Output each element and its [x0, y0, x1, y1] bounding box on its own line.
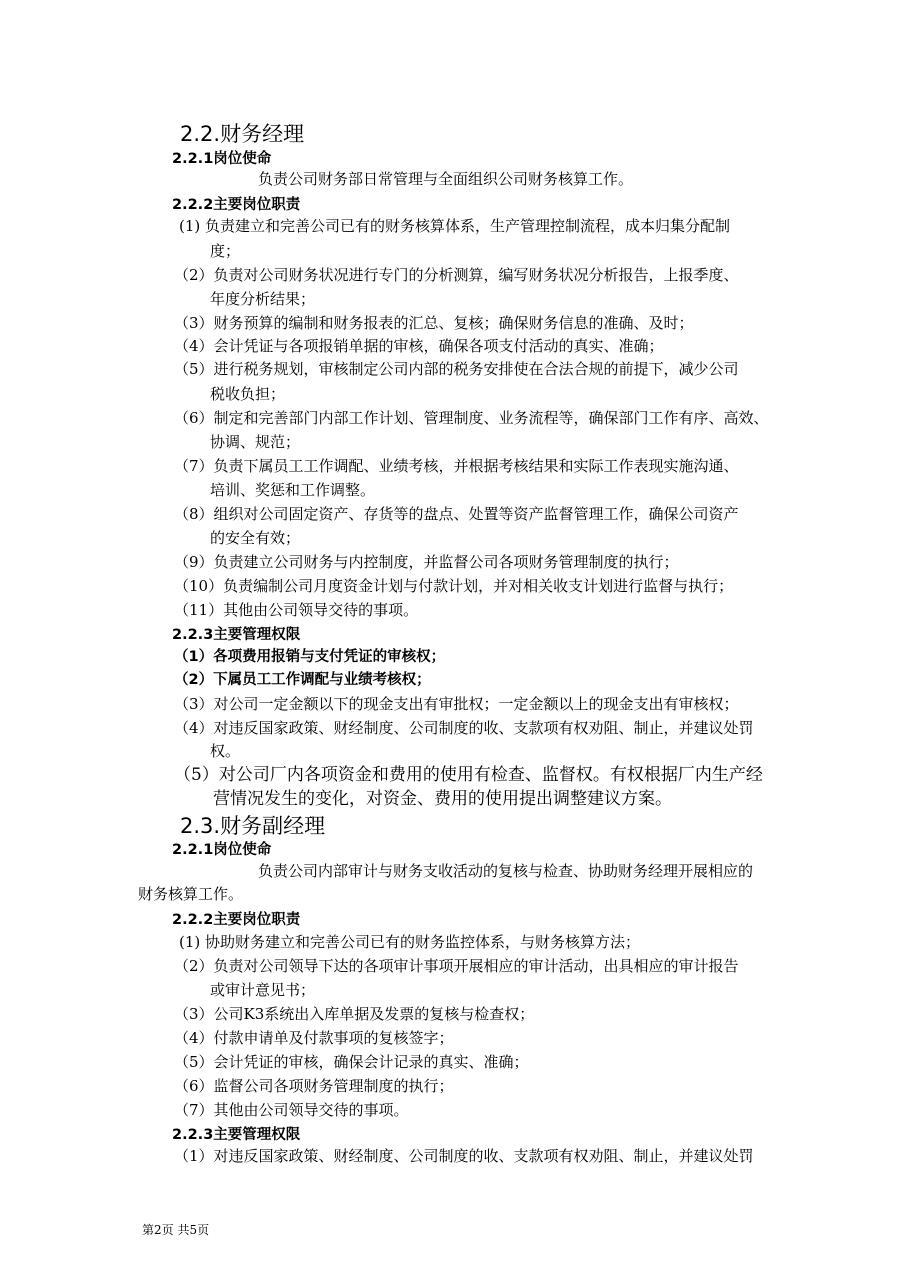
mission-heading: 2.2.1岗位使命	[172, 842, 272, 858]
authority-heading: 2.2.3主要管理权限	[172, 1127, 301, 1143]
duty-line: （4）付款申请单及付款事项的复核签字；	[174, 1029, 454, 1047]
mission-heading: 2.2.1岗位使命	[172, 151, 272, 167]
authority-line: 权。	[210, 742, 241, 760]
duties-heading: 2.2.2主要岗位职责	[172, 912, 301, 928]
duty-line: （10）负责编制公司月度资金计划与付款计划，并对相关收支计划进行监督与执行；	[174, 577, 734, 595]
mission-text: 财务核算工作。	[138, 885, 244, 903]
mission-text: 负责公司财务部日常管理与全面组织公司财务核算工作。	[258, 170, 634, 188]
authority-heading: 2.2.3主要管理权限	[172, 627, 301, 643]
duty-line: 税收负担；	[210, 385, 286, 403]
duty-line: 度；	[210, 242, 241, 260]
duty-line: （4）会计凭证与各项报销单据的审核，确保各项支付活动的真实、准确；	[174, 337, 664, 355]
page-footer: 第2页 共5页	[142, 1223, 210, 1237]
duty-line: （2）负责对公司领导下达的各项审计事项开展相应的审计活动，出具相应的审计报告	[174, 957, 739, 975]
duty-line: （6）制定和完善部门内部工作计划、管理制度、业务流程等，确保部门工作有序、高效、	[174, 409, 769, 427]
duty-line: 年度分析结果；	[210, 290, 316, 308]
duty-line: （6）监督公司各项财务管理制度的执行；	[174, 1077, 454, 1095]
authority-line: （3）对公司一定金额以下的现金支出有审批权；一定金额以上的现金支出有审核权；	[174, 695, 739, 713]
authority-line: （4）对违反国家政策、财经制度、公司制度的收、支款项有权劝阻、制止，并建议处罚	[174, 719, 754, 737]
duty-line: （11）其他由公司领导交待的事项。	[174, 601, 419, 619]
duty-line: 或审计意见书；	[210, 981, 316, 999]
duty-line: （3）财务预算的编制和财务报表的汇总、复核；确保财务信息的准确、及时；	[174, 314, 694, 332]
duty-line: （7）其他由公司领导交待的事项。	[174, 1101, 409, 1119]
duties-heading: 2.2.2主要岗位职责	[172, 197, 301, 213]
duty-line: 协调、规范；	[210, 433, 301, 451]
authority-line: 营情况发生的变化，对资金、费用的使用提出调整建议方案。	[213, 789, 672, 809]
duty-line: （8）组织对公司固定资产、存货等的盘点、处置等资产监督管理工作，确保公司资产	[174, 505, 739, 523]
authority-line: （1）各项费用报销与支付凭证的审核权；	[174, 649, 446, 665]
duty-line: （5）进行税务规划，审核制定公司内部的税务安排使在合法合规的前提下，减少公司	[174, 360, 739, 378]
duty-line: （7）负责下属员工工作调配、业绩考核，并根据考核结果和实际工作表现实施沟通、	[174, 457, 739, 475]
duty-line: （9）负责建立公司财务与内控制度，并监督公司各项财务管理制度的执行；	[174, 553, 679, 571]
authority-line: （5）对公司厂内各项资金和费用的使用有检查、监督权。有权根据厂内生产经	[174, 765, 763, 785]
authority-line: （1）对违反国家政策、财经制度、公司制度的收、支款项有权劝阻、制止，并建议处罚	[174, 1147, 754, 1165]
authority-line: （2）下属员工工作调配与业绩考核权；	[174, 672, 431, 688]
mission-text: 负责公司内部审计与财务支收活动的复核与检查、协助财务经理开展相应的	[258, 862, 754, 880]
duty-line: （3）公司K3系统出入库单据及发票的复核与检查权；	[174, 1005, 535, 1023]
duty-line: (1) 协助财务建立和完善公司已有的财务监控体系，与财务核算方法；	[179, 933, 641, 951]
duty-line: （5）会计凭证的审核，确保会计记录的真实、准确；	[174, 1053, 529, 1071]
section-title-finance-manager: 2.2.财务经理	[180, 122, 305, 146]
duty-line: 培训、奖惩和工作调整。	[210, 481, 376, 499]
duty-line: 的安全有效；	[210, 529, 301, 547]
duty-line: (1) 负责建立和完善公司已有的财务核算体系，生产管理控制流程，成本归集分配制	[179, 217, 731, 235]
duty-line: （2）负责对公司财务状况进行专门的分析测算，编写财务状况分析报告，上报季度、	[174, 266, 739, 284]
section-title-deputy-manager: 2.3.财务副经理	[180, 814, 326, 838]
